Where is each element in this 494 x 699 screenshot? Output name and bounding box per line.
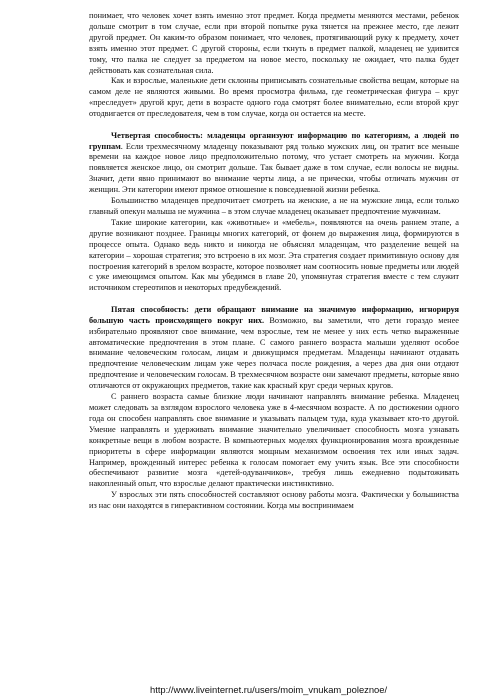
paragraph-3	[89, 131, 459, 196]
paragraph-6	[89, 305, 459, 392]
paragraph-4: Большинство младенцев предпочитает смотреть на женские, а не на мужские лица, если только главный опекун малыша не мужчина – в этом случае младенец оказывает предпочтение мужчинам.	[89, 196, 459, 216]
paragraph-3-text: . Если трехмесячному младенцу показывают ряд только мужских лиц, он тратит все меньше времени на каждое новое лицо предположительно потому, что устает смотреть на мужчин. Когда появляется женское лицо, он смотрит дольше. Так бывает даже в том случае, если волосы не видны. Значит, дети явно принимают во внимание черты лица, а не прически, чтобы отличать мужчин от женщин. Эти категории имеют прямое отношение к повседневной жизни ребенка.	[89, 141, 459, 195]
paragraph-6-text: Возможно, вы заметили, что дети гораздо менее избирательно проявляют свое внимание, чем взрослые, тем не менее у них есть четко выраженные автоматические предпочтения в этом плане. С самого раннего возраста малыши уделяют особое внимание человеческим голосам, лицам и движущимся предметам. Младенцы начинают отдавать предпочтение человеческим лицам уже через полчаса после рождения, а через два дня они отдают предпочтение и человеческим голосам. В трехмесячном возрасте они замечают предметы, которые явно отличаются от окружающих предметов, такие как красный круг среди черных кругов.	[89, 315, 459, 391]
paragraph-5: Такие широкие категории, как «животные» и «мебель», появляются на очень раннем этапе, а другие возникают позднее. Границы многих категорий, от фонем до выражения лица, формируются в процессе опыта. Однако ведь никто и никогда не объяснял младенцам, что разделение вещей на категории – хорошая стратегия; это встроено в их мозг. Эта стратегия создает примитивную основу для построения категорий в зрелом возрасте, которое позволяет нам соотносить новые предметы или людей с уже имеющимся опытом. Как мы убедимся в главе 20, упомянутая стратегия вместе с тем служит источником стереотипов и некоторых предубеждений.	[89, 217, 459, 293]
paragraph-8: У взрослых эти пять способностей составляют основу работы мозга. Фактически у большинства из нас они находятся в гиперактивном состоянии. Когда мы воспринимаем	[89, 490, 459, 511]
section-heading-fifth-ability: Пятая способность: дети обращают внимание на значимую информацию, игнорируя большую часть происходящего вокруг них.	[89, 304, 459, 325]
document-body	[89, 11, 459, 512]
section-heading-fourth-ability: Четвертая способность: младенцы организуют информацию по категориям, а людей по группам	[89, 130, 459, 151]
paragraph-2: Как и взрослые, маленькие дети склонны приписывать сознательные свойства вещам, которые на самом деле не являются живыми. Во время просмотра фильма, где геометрическая фигура – круг «преследует» другой круг, дети в возрасте одного года смотрят более внимательно, если второй круг отодвигается от преследователя, чем в том случае, когда он остается на месте.	[89, 76, 459, 119]
footer-source-url[interactable]: http://www.liveinternet.ru/users/moim_vnukam_poleznoe/	[150, 684, 388, 695]
paragraph-1: понимает, что человек хочет взять именно этот предмет. Когда предметы меняются местами, ребенок дольше смотрит в том случае, если при второй попытке рука тянется на прежнее место, где лежит другой предмет. Он каким-то образом понимает, что человек, протягивающий руку к предмету, хочет взять именно этот предмет. С другой стороны, если ткнуть в предмет палкой, младенец не удивится тому, что палка не следует за предметом на новое место, поскольку не ожидает, что палка будет действовать как сознательная сила.	[89, 11, 459, 75]
paragraph-7: С раннего возраста самые близкие люди начинают направлять внимание ребенка. Младенец может следовать за взглядом взрослого человека уже в 4-месячном возрасте. А по достижении одного года он способен направлять свое внимание и указывать пальцем туда, куда указывает кто-то другой. Умение направлять и удерживать внимание значительно увеличивает способность мозга узнавать конкретные вещи в любом возрасте. В компьютерных моделях функционирования мозга врожденные приоритеты в сфере информации являются мощным механизмом освоения тех или иных задач. Например, врожденный интерес ребенка к голосам помогает ему учить язык. Все эти способности обеспечивают развитие мозга «детей-одуванчиков», требуя лишь ежедневно подытоживать накопленный опыт, что взрослые делают практически инстинктивно.	[89, 392, 459, 489]
